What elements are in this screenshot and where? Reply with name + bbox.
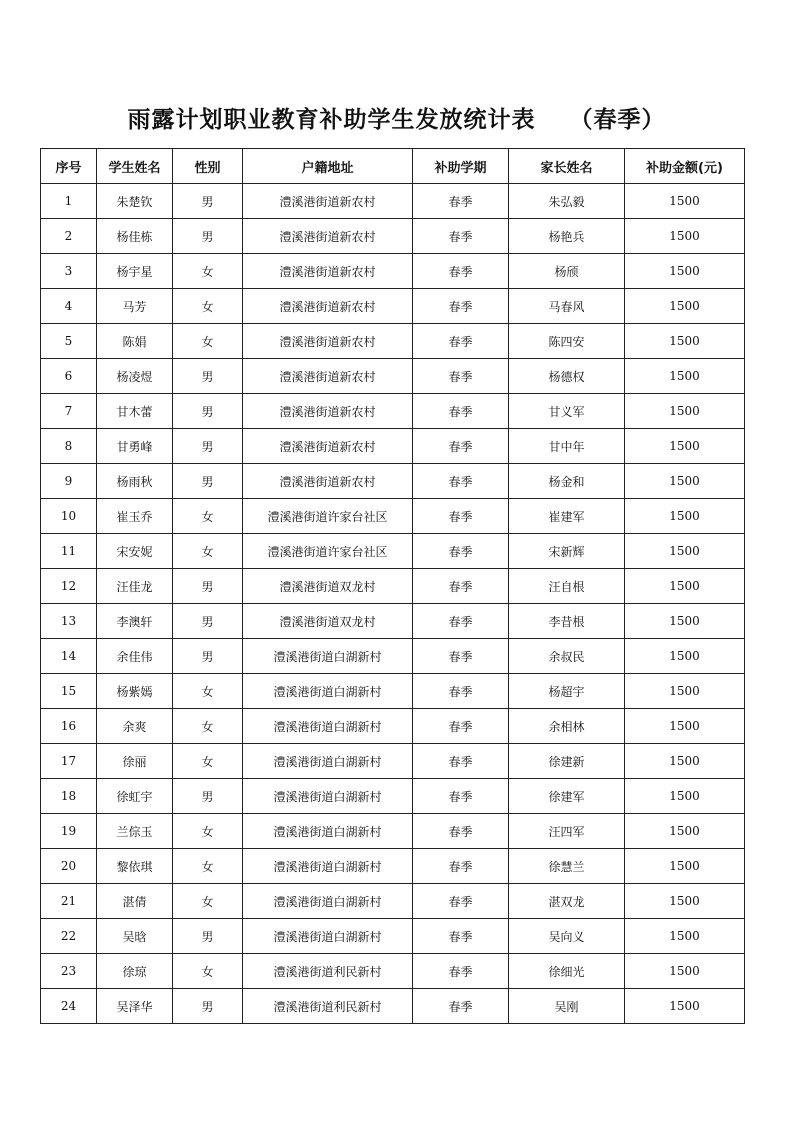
header-cell-address: 户籍地址 (243, 149, 413, 184)
table-row (41, 184, 745, 219)
cell-gender: 女 (173, 254, 243, 289)
cell-address: 澧溪港街道新农村 (243, 464, 413, 499)
cell-gender: 男 (173, 359, 243, 394)
cell-address: 澧溪港街道新农村 (243, 324, 413, 359)
cell-gender: 女 (173, 744, 243, 779)
cell-index: 3 (41, 254, 97, 289)
cell-gender: 男 (173, 569, 243, 604)
cell-gender: 男 (173, 429, 243, 464)
cell-term: 春季 (413, 674, 509, 709)
cell-term: 春季 (413, 849, 509, 884)
header-row (41, 149, 745, 184)
cell-gender: 男 (173, 464, 243, 499)
table-row (41, 709, 745, 744)
cell-parent-name: 徐细光 (509, 954, 625, 989)
cell-index: 21 (41, 884, 97, 919)
cell-student-name: 吴晗 (97, 919, 173, 954)
cell-amount: 1500 (625, 569, 745, 604)
cell-address: 澧溪港街道新农村 (243, 184, 413, 219)
cell-term: 春季 (413, 604, 509, 639)
cell-term: 春季 (413, 884, 509, 919)
cell-student-name: 黎依琪 (97, 849, 173, 884)
cell-parent-name: 宋新辉 (509, 534, 625, 569)
cell-index: 11 (41, 534, 97, 569)
cell-index: 12 (41, 569, 97, 604)
cell-amount: 1500 (625, 289, 745, 324)
cell-index: 10 (41, 499, 97, 534)
cell-gender: 女 (173, 324, 243, 359)
cell-parent-name: 甘中年 (509, 429, 625, 464)
cell-amount: 1500 (625, 219, 745, 254)
cell-address: 澧溪港街道利民新村 (243, 989, 413, 1024)
cell-amount: 1500 (625, 954, 745, 989)
cell-term: 春季 (413, 744, 509, 779)
cell-term: 春季 (413, 709, 509, 744)
cell-term: 春季 (413, 534, 509, 569)
cell-index: 14 (41, 639, 97, 674)
cell-student-name: 甘勇峰 (97, 429, 173, 464)
cell-term: 春季 (413, 499, 509, 534)
cell-parent-name: 徐建军 (509, 779, 625, 814)
cell-parent-name: 余相林 (509, 709, 625, 744)
cell-student-name: 杨雨秋 (97, 464, 173, 499)
cell-address: 澧溪港街道新农村 (243, 289, 413, 324)
table-row (41, 534, 745, 569)
cell-parent-name: 朱弘毅 (509, 184, 625, 219)
cell-student-name: 徐琼 (97, 954, 173, 989)
page-title (0, 100, 793, 140)
cell-address: 澧溪港街道利民新村 (243, 954, 413, 989)
cell-parent-name: 汪四军 (509, 814, 625, 849)
cell-term: 春季 (413, 324, 509, 359)
table-row (41, 849, 745, 884)
cell-amount: 1500 (625, 254, 745, 289)
cell-parent-name: 吴刚 (509, 989, 625, 1024)
cell-student-name: 马芳 (97, 289, 173, 324)
cell-amount: 1500 (625, 464, 745, 499)
cell-parent-name: 湛双龙 (509, 884, 625, 919)
table-row (41, 744, 745, 779)
table-row (41, 674, 745, 709)
cell-gender: 男 (173, 604, 243, 639)
cell-index: 2 (41, 219, 97, 254)
cell-amount: 1500 (625, 919, 745, 954)
table-row (41, 919, 745, 954)
cell-parent-name: 甘义军 (509, 394, 625, 429)
table-row (41, 884, 745, 919)
cell-term: 春季 (413, 989, 509, 1024)
cell-amount: 1500 (625, 394, 745, 429)
cell-index: 13 (41, 604, 97, 639)
cell-index: 9 (41, 464, 97, 499)
cell-parent-name: 马春风 (509, 289, 625, 324)
table-row (41, 359, 745, 394)
cell-address: 澧溪港街道许家台社区 (243, 499, 413, 534)
cell-address: 澧溪港街道新农村 (243, 254, 413, 289)
table-row (41, 954, 745, 989)
cell-term: 春季 (413, 919, 509, 954)
cell-index: 23 (41, 954, 97, 989)
cell-gender: 女 (173, 709, 243, 744)
cell-parent-name: 李昔根 (509, 604, 625, 639)
table-row (41, 604, 745, 639)
cell-address: 澧溪港街道白湖新村 (243, 849, 413, 884)
cell-gender: 男 (173, 989, 243, 1024)
cell-student-name: 兰倧玉 (97, 814, 173, 849)
cell-index: 18 (41, 779, 97, 814)
header-cell-student-name: 学生姓名 (97, 149, 173, 184)
cell-index: 19 (41, 814, 97, 849)
cell-address: 澧溪港街道双龙村 (243, 569, 413, 604)
cell-student-name: 汪佳龙 (97, 569, 173, 604)
cell-address: 澧溪港街道新农村 (243, 359, 413, 394)
cell-parent-name: 杨德权 (509, 359, 625, 394)
cell-address: 澧溪港街道白湖新村 (243, 919, 413, 954)
cell-index: 7 (41, 394, 97, 429)
cell-gender: 女 (173, 499, 243, 534)
table-row (41, 464, 745, 499)
cell-term: 春季 (413, 219, 509, 254)
cell-student-name: 陈娟 (97, 324, 173, 359)
cell-amount: 1500 (625, 534, 745, 569)
cell-gender: 女 (173, 814, 243, 849)
cell-term: 春季 (413, 464, 509, 499)
cell-gender: 男 (173, 639, 243, 674)
cell-parent-name: 陈四安 (509, 324, 625, 359)
cell-student-name: 朱楚钦 (97, 184, 173, 219)
cell-address: 澧溪港街道新农村 (243, 429, 413, 464)
cell-gender: 女 (173, 534, 243, 569)
cell-address: 澧溪港街道白湖新村 (243, 884, 413, 919)
cell-term: 春季 (413, 254, 509, 289)
cell-amount: 1500 (625, 779, 745, 814)
cell-address: 澧溪港街道白湖新村 (243, 779, 413, 814)
table-row (41, 429, 745, 464)
cell-address: 澧溪港街道白湖新村 (243, 814, 413, 849)
cell-student-name: 杨宇星 (97, 254, 173, 289)
header-cell-parent-name: 家长姓名 (509, 149, 625, 184)
cell-student-name: 杨佳栋 (97, 219, 173, 254)
table-row (41, 639, 745, 674)
cell-parent-name: 汪自根 (509, 569, 625, 604)
cell-index: 6 (41, 359, 97, 394)
table-body (41, 184, 745, 1024)
cell-address: 澧溪港街道白湖新村 (243, 709, 413, 744)
cell-parent-name: 徐慧兰 (509, 849, 625, 884)
table-row (41, 254, 745, 289)
cell-student-name: 杨凌煜 (97, 359, 173, 394)
cell-student-name: 徐虹宇 (97, 779, 173, 814)
cell-term: 春季 (413, 394, 509, 429)
cell-student-name: 崔玉乔 (97, 499, 173, 534)
grant-table (40, 148, 745, 1024)
cell-index: 5 (41, 324, 97, 359)
cell-amount: 1500 (625, 324, 745, 359)
cell-address: 澧溪港街道新农村 (243, 219, 413, 254)
cell-index: 22 (41, 919, 97, 954)
cell-address: 澧溪港街道新农村 (243, 394, 413, 429)
cell-term: 春季 (413, 184, 509, 219)
cell-amount: 1500 (625, 674, 745, 709)
cell-term: 春季 (413, 639, 509, 674)
header-cell-term: 补助学期 (413, 149, 509, 184)
cell-student-name: 湛倩 (97, 884, 173, 919)
cell-parent-name: 杨艳兵 (509, 219, 625, 254)
cell-amount: 1500 (625, 499, 745, 534)
cell-address: 澧溪港街道白湖新村 (243, 744, 413, 779)
cell-parent-name: 杨颀 (509, 254, 625, 289)
cell-gender: 男 (173, 394, 243, 429)
header-cell-amount: 补助金额(元) (625, 149, 745, 184)
cell-amount: 1500 (625, 639, 745, 674)
cell-gender: 女 (173, 289, 243, 324)
cell-address: 澧溪港街道双龙村 (243, 604, 413, 639)
cell-index: 16 (41, 709, 97, 744)
cell-student-name: 余佳伟 (97, 639, 173, 674)
cell-student-name: 余爽 (97, 709, 173, 744)
cell-index: 17 (41, 744, 97, 779)
table-row (41, 219, 745, 254)
cell-amount: 1500 (625, 814, 745, 849)
cell-student-name: 徐丽 (97, 744, 173, 779)
cell-address: 澧溪港街道许家台社区 (243, 534, 413, 569)
table-row (41, 499, 745, 534)
cell-term: 春季 (413, 289, 509, 324)
cell-gender: 女 (173, 674, 243, 709)
cell-amount: 1500 (625, 709, 745, 744)
cell-index: 4 (41, 289, 97, 324)
table-row (41, 814, 745, 849)
cell-gender: 男 (173, 779, 243, 814)
cell-parent-name: 杨金和 (509, 464, 625, 499)
cell-amount: 1500 (625, 359, 745, 394)
cell-student-name: 宋安妮 (97, 534, 173, 569)
header-cell-index: 序号 (41, 149, 97, 184)
cell-amount: 1500 (625, 989, 745, 1024)
cell-gender: 女 (173, 884, 243, 919)
cell-index: 15 (41, 674, 97, 709)
cell-index: 24 (41, 989, 97, 1024)
cell-address: 澧溪港街道白湖新村 (243, 639, 413, 674)
cell-amount: 1500 (625, 884, 745, 919)
cell-index: 20 (41, 849, 97, 884)
cell-amount: 1500 (625, 429, 745, 464)
table-row (41, 779, 745, 814)
cell-index: 1 (41, 184, 97, 219)
cell-student-name: 吴泽华 (97, 989, 173, 1024)
cell-amount: 1500 (625, 744, 745, 779)
cell-student-name: 李澳轩 (97, 604, 173, 639)
cell-parent-name: 杨超宇 (509, 674, 625, 709)
table-row (41, 569, 745, 604)
cell-gender: 女 (173, 954, 243, 989)
cell-address: 澧溪港街道白湖新村 (243, 674, 413, 709)
cell-student-name: 杨紫嫣 (97, 674, 173, 709)
cell-term: 春季 (413, 779, 509, 814)
cell-gender: 女 (173, 849, 243, 884)
page-title-season: （春季） (569, 106, 666, 133)
table-row (41, 394, 745, 429)
table-header (41, 149, 745, 184)
cell-amount: 1500 (625, 184, 745, 219)
cell-amount: 1500 (625, 604, 745, 639)
cell-index: 8 (41, 429, 97, 464)
cell-parent-name: 崔建军 (509, 499, 625, 534)
page-title-main: 雨露计划职业教育补助学生发放统计表 (127, 106, 536, 133)
table-row (41, 324, 745, 359)
cell-gender: 男 (173, 919, 243, 954)
cell-gender: 男 (173, 219, 243, 254)
cell-term: 春季 (413, 569, 509, 604)
cell-term: 春季 (413, 954, 509, 989)
table-row (41, 289, 745, 324)
cell-term: 春季 (413, 429, 509, 464)
table-row (41, 989, 745, 1024)
cell-parent-name: 余叔民 (509, 639, 625, 674)
header-cell-gender: 性别 (173, 149, 243, 184)
cell-amount: 1500 (625, 849, 745, 884)
cell-term: 春季 (413, 359, 509, 394)
cell-student-name: 甘木蕾 (97, 394, 173, 429)
cell-gender: 男 (173, 184, 243, 219)
cell-parent-name: 吴向义 (509, 919, 625, 954)
cell-parent-name: 徐建新 (509, 744, 625, 779)
cell-term: 春季 (413, 814, 509, 849)
